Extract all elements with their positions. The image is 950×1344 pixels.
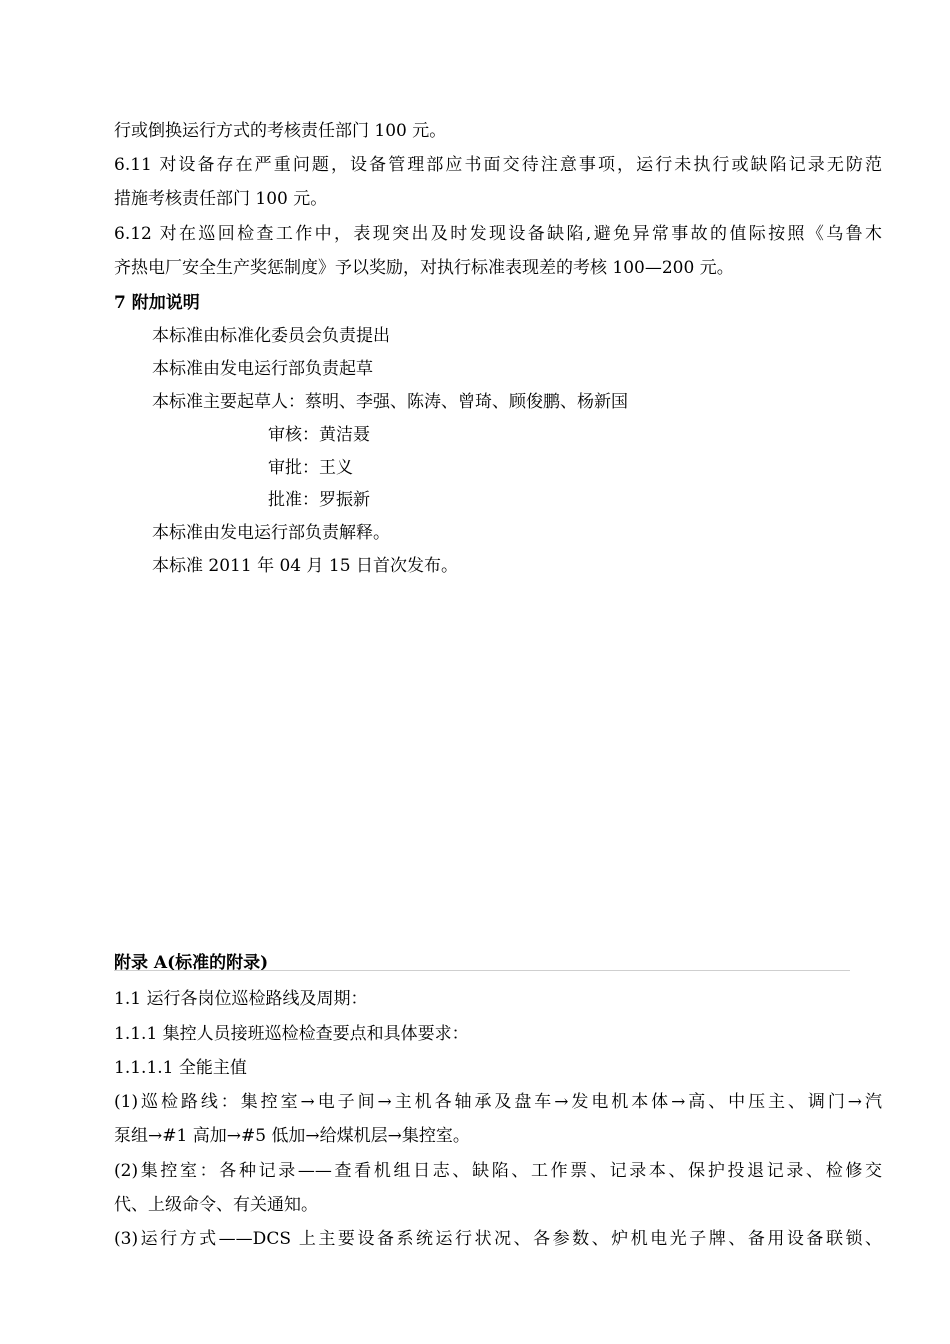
text-line: 措施考核责任部门 100 元。 — [114, 189, 328, 209]
text-line: 1.1.1 集控人员接班巡检检查要点和具体要求： — [114, 1024, 469, 1044]
text-line: 本标准由发电运行部负责起草 — [152, 359, 373, 379]
text-line: 齐热电厂安全生产奖惩制度》予以奖励，对执行标准表现差的考核 100—200 元。 — [114, 258, 734, 278]
text-line: 6.11 对设备存在严重问题，设备管理部应书面交待注意事项，运行未执行或缺陷记录无防范 — [114, 155, 882, 175]
text-line: (1)巡检路线：集控室→电子间→主机各轴承及盘车→发电机本体→高、中压主、调门→汽 — [114, 1092, 882, 1112]
reviewer-line: 审核：黄洁聂 — [268, 425, 370, 445]
approver-line: 批准：罗振新 — [268, 490, 370, 510]
text-line: 行或倒换运行方式的考核责任部门 100 元。 — [114, 121, 447, 141]
text-line: 代、上级命令、有关通知。 — [114, 1195, 318, 1215]
text-line: 本标准 2011 年 04 月 15 日首次发布。 — [152, 556, 458, 576]
appendix-heading: 附录 A(标准的附录) — [114, 953, 269, 973]
approver-line: 审批：王义 — [268, 458, 353, 478]
text-line: 本标准主要起草人：蔡明、李强、陈涛、曾琦、顾俊鹏、杨新国 — [152, 392, 628, 412]
text-line: 1.1.1.1 全能主值 — [114, 1058, 247, 1078]
text-line: (2)集控室：各种记录——查看机组日志、缺陷、工作票、记录本、保护投退记录、检修交 — [114, 1161, 882, 1181]
text-line: 本标准由发电运行部负责解释。 — [152, 523, 390, 543]
text-line: 6.12 对在巡回检查工作中，表现突出及时发现设备缺陷,避免异常事故的值际按照《乌鲁木 — [114, 224, 882, 244]
text-line: (3)运行方式——DCS 上主要设备系统运行状况、各参数、炉机电光子牌、备用设备联锁、 — [114, 1229, 882, 1249]
text-line: 1.1 运行各岗位巡检路线及周期： — [114, 989, 368, 1009]
header-rule — [114, 970, 850, 971]
text-line: 本标准由标准化委员会负责提出 — [152, 326, 390, 346]
text-line: 泵组→#1 高加→#5 低加→给煤机层→集控室。 — [114, 1126, 470, 1146]
section-heading: 7 附加说明 — [114, 293, 200, 313]
